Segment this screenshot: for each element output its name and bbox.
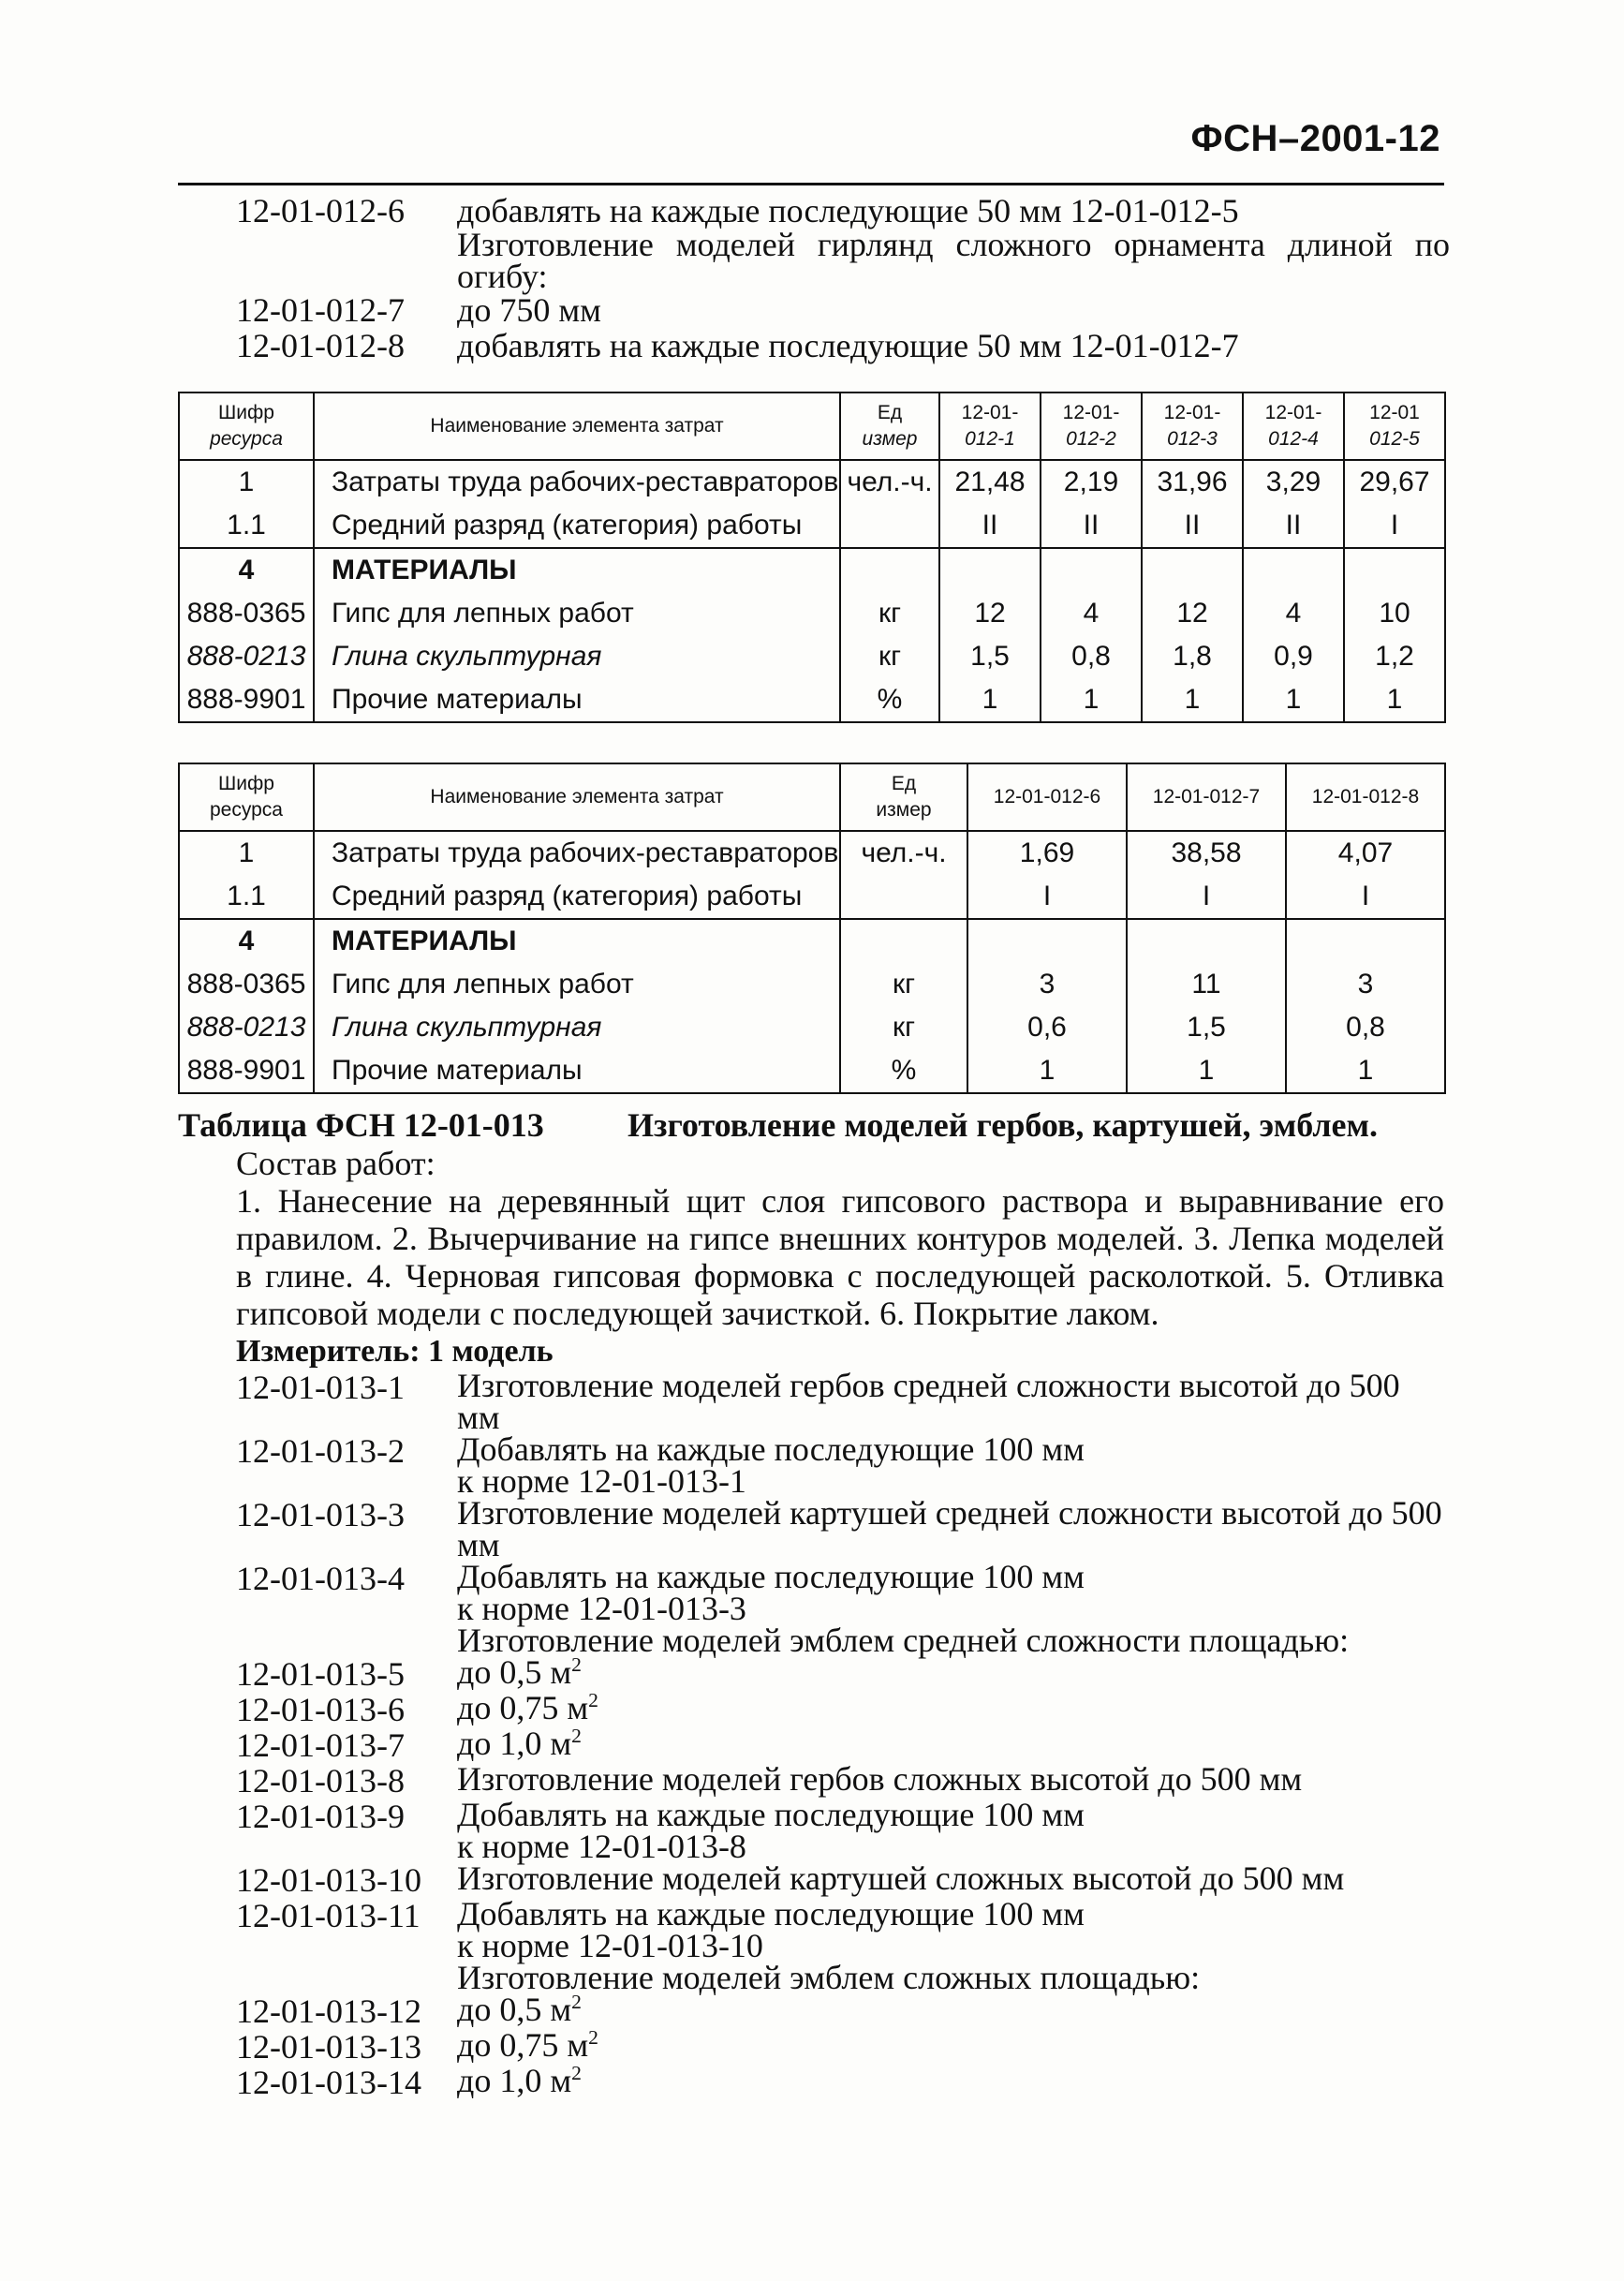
- superscript: 2: [588, 2026, 598, 2049]
- list-item: [236, 1727, 1450, 1763]
- cell-value: 0,6: [967, 1006, 1127, 1049]
- cell-value: 1: [1041, 678, 1142, 722]
- norm-ref: к норме 12-01-013-10: [457, 1927, 763, 1964]
- cell-value: 3: [967, 963, 1127, 1006]
- cell-name: Глина скульптурная: [314, 635, 840, 678]
- norm-text: Изготовление моделей эмблем средней сложности площадью:: [457, 1622, 1350, 1659]
- header-col: 12-01- 012-2: [1041, 393, 1142, 460]
- superscript: 2: [588, 1689, 598, 1711]
- cell-value: 4,07: [1286, 831, 1445, 875]
- cell-value: 1,5: [939, 635, 1041, 678]
- cell-value: 2,19: [1041, 460, 1142, 504]
- cell-unit: чел.-ч.: [840, 831, 967, 875]
- cell-value: 1,69: [967, 831, 1127, 875]
- norm-text: Добавлять на каждые последующие 100 мм: [457, 1430, 1085, 1468]
- header-unit: Ед измер: [840, 763, 967, 831]
- cell-value: 1,5: [1127, 1006, 1286, 1049]
- section-title: [178, 1105, 1452, 1145]
- list-item: [236, 2062, 1450, 2101]
- cell-code: 888-9901: [179, 678, 314, 722]
- cell-value: 1: [967, 1049, 1127, 1093]
- superscript: 2: [571, 1653, 582, 1676]
- norm-text: до 1,0 м: [457, 1725, 572, 1762]
- cell-value: [1243, 548, 1344, 592]
- cell-value: 3: [1286, 963, 1445, 1006]
- header-col: 12-01- 012-1: [939, 393, 1041, 460]
- list-item: [236, 328, 1450, 363]
- cell-value: II: [1041, 504, 1142, 548]
- norm-code: 12-01-012-8: [236, 327, 405, 364]
- norm-text: до 0,75 м: [457, 2026, 589, 2064]
- superscript: 2: [571, 1725, 582, 1747]
- table-name: Изготовление моделей гербов, картушей, эмблем.: [627, 1106, 1379, 1144]
- norm-code: 12-01-013-6: [236, 1691, 405, 1728]
- norm-text: Изготовление моделей гербов средней сложности высотой до 500 мм: [457, 1367, 1400, 1436]
- resource-table-1: [178, 392, 1446, 723]
- cell-value: [1127, 919, 1286, 963]
- cell-value: I: [967, 875, 1127, 919]
- norm-code: [236, 1962, 457, 1993]
- norm-text: Добавлять на каждые последующие 100 мм: [457, 1558, 1085, 1595]
- list-item: [236, 193, 1450, 229]
- cell-code: 888-9901: [179, 1049, 314, 1093]
- cell-code: 888-0365: [179, 963, 314, 1006]
- table-header-row: [179, 763, 1445, 831]
- cell-unit: [840, 504, 939, 548]
- cell-name: Прочие материалы: [314, 1049, 840, 1093]
- list-item: [236, 292, 1450, 328]
- table-header-row: [179, 393, 1445, 460]
- superscript: 2: [571, 2062, 582, 2084]
- table-row: [179, 548, 1445, 592]
- norm-text: до 750 мм: [457, 291, 601, 329]
- header-col: 12-01 012-5: [1344, 393, 1445, 460]
- cell-unit: кг: [840, 635, 939, 678]
- norm-text: добавлять на каждые последующие 50 мм 12-01-012-7: [457, 327, 1239, 364]
- cell-unit: [840, 548, 939, 592]
- header-shifr: Шифр ресурса: [179, 763, 314, 831]
- norm-ref: к норме 12-01-013-3: [457, 1590, 746, 1627]
- norm-code: [236, 1624, 457, 1656]
- norm-code: 12-01-012-6: [236, 192, 405, 230]
- cell-unit: чел.-ч.: [840, 460, 939, 504]
- cell-unit: кг: [840, 1006, 967, 1049]
- norm-text: Добавлять на каждые последующие 100 мм: [457, 1895, 1085, 1933]
- norm-ref: к норме 12-01-013-8: [457, 1828, 746, 1865]
- header-col: 12-01- 012-3: [1142, 393, 1243, 460]
- table-row: [179, 678, 1445, 722]
- norm-code: 12-01-013-12: [236, 1992, 421, 2030]
- resource-table-2: [178, 763, 1446, 1094]
- norm-text: до 0,5 м: [457, 1991, 572, 2028]
- header-rule: [178, 183, 1444, 185]
- norm-text: Изготовление моделей картушей сложных высотой до 500 мм: [457, 1859, 1345, 1897]
- cell-code: 4: [179, 548, 314, 592]
- cell-value: 0,8: [1041, 635, 1142, 678]
- cell-value: 1: [1243, 678, 1344, 722]
- cell-value: 1: [1344, 678, 1445, 722]
- cell-name: Затраты труда рабочих-реставраторов: [314, 831, 840, 875]
- cell-value: [1344, 548, 1445, 592]
- cell-value: [1142, 548, 1243, 592]
- cell-unit: %: [840, 1049, 967, 1093]
- norm-code: 12-01-012-7: [236, 291, 405, 329]
- cell-value: 11: [1127, 963, 1286, 1006]
- bottom-code-list: [236, 1367, 1450, 2101]
- list-item: [236, 1760, 1450, 1800]
- list-item: [236, 1430, 1450, 1500]
- table-row: [179, 1049, 1445, 1093]
- cell-name: Глина скульптурная: [314, 1006, 840, 1049]
- norm-ref: к норме 12-01-013-1: [457, 1462, 746, 1500]
- norm-text: Изготовление моделей гирлянд сложного орнамента длиной по огибу:: [457, 226, 1450, 295]
- cell-value: [1041, 548, 1142, 592]
- list-item: [236, 1796, 1450, 1865]
- norm-code: [236, 229, 457, 292]
- norm-code: 12-01-013-7: [236, 1726, 405, 1764]
- norm-text: добавлять на каждые последующие 50 мм 12-01-012-5: [457, 192, 1239, 230]
- page-header-code: ФСН–2001-12: [1190, 118, 1440, 159]
- norm-text: до 0,75 м: [457, 1689, 589, 1726]
- table-row: [179, 592, 1445, 635]
- header-name: Наименование элемента затрат: [314, 393, 840, 460]
- norm-code: 12-01-013-10: [236, 1861, 421, 1899]
- top-code-list: [236, 193, 1450, 363]
- cell-name: Гипс для лепных работ: [314, 592, 840, 635]
- cell-value: 31,96: [1142, 460, 1243, 504]
- list-item: [236, 1558, 1450, 1627]
- cell-code: 888-0365: [179, 592, 314, 635]
- norm-text: Изготовление моделей гербов сложных высотой до 500 мм: [457, 1760, 1303, 1798]
- cell-unit: кг: [840, 963, 967, 1006]
- cell-unit: %: [840, 678, 939, 722]
- norm-code: 12-01-013-3: [236, 1496, 405, 1533]
- composition-label: Состав работ:: [236, 1145, 436, 1182]
- cell-value: 12: [1142, 592, 1243, 635]
- table-row: [179, 1006, 1445, 1049]
- table-row: [179, 919, 1445, 963]
- list-item: [236, 1622, 1450, 1659]
- table-row: [179, 875, 1445, 919]
- norm-text: до 1,0 м: [457, 2062, 572, 2099]
- cell-unit: кг: [840, 592, 939, 635]
- cell-value: 0,9: [1243, 635, 1344, 678]
- cell-value: [967, 919, 1127, 963]
- cell-name: Средний разряд (категория) работы: [314, 504, 840, 548]
- table-row: [179, 460, 1445, 504]
- cell-value: I: [1286, 875, 1445, 919]
- work-composition: [178, 1145, 1444, 1332]
- header-col: 12-01-012-6: [967, 763, 1127, 831]
- header-unit: Ед измер: [840, 393, 939, 460]
- cell-value: 1: [1142, 678, 1243, 722]
- header-col: 12-01-012-8: [1286, 763, 1445, 831]
- cell-code: 888-0213: [179, 635, 314, 678]
- list-item: [236, 1367, 1450, 1436]
- list-item: [236, 1689, 1450, 1728]
- cell-value: 1: [1286, 1049, 1445, 1093]
- norm-text: Изготовление моделей картушей средней сложности высотой до 500 мм: [457, 1494, 1442, 1563]
- cell-value: 3,29: [1243, 460, 1344, 504]
- norm-code: 12-01-013-1: [236, 1369, 405, 1406]
- norm-text: Изготовление моделей эмблем сложных площадью:: [457, 1959, 1201, 1996]
- header-col: 12-01- 012-4: [1243, 393, 1344, 460]
- norm-code: 12-01-013-13: [236, 2028, 421, 2066]
- list-item: [236, 1959, 1450, 1996]
- table-row: [179, 635, 1445, 678]
- list-item: [236, 1895, 1450, 1964]
- cell-value: II: [939, 504, 1041, 548]
- table-row: [179, 831, 1445, 875]
- cell-value: 29,67: [1344, 460, 1445, 504]
- cell-value: 1,2: [1344, 635, 1445, 678]
- header-col: 12-01-012-7: [1127, 763, 1286, 831]
- list-item: [236, 2026, 1450, 2066]
- list-item: [236, 226, 1450, 295]
- norm-code: 12-01-013-8: [236, 1762, 405, 1800]
- norm-code: 12-01-013-4: [236, 1560, 405, 1597]
- cell-value: II: [1243, 504, 1344, 548]
- list-item: [236, 1494, 1450, 1563]
- cell-value: 21,48: [939, 460, 1041, 504]
- list-item: [236, 1993, 1450, 2029]
- cell-value: 1: [1127, 1049, 1286, 1093]
- header-shifr: Шифр ресурса: [179, 393, 314, 460]
- cell-code: 4: [179, 919, 314, 963]
- cell-value: 1,8: [1142, 635, 1243, 678]
- cell-value: 38,58: [1127, 831, 1286, 875]
- cell-value: 4: [1243, 592, 1344, 635]
- cell-value: 12: [939, 592, 1041, 635]
- cell-value: 10: [1344, 592, 1445, 635]
- cell-code: 888-0213: [179, 1006, 314, 1049]
- superscript: 2: [571, 1991, 582, 2013]
- norm-code: 12-01-013-2: [236, 1432, 405, 1470]
- cell-value: 4: [1041, 592, 1142, 635]
- list-item: [236, 1859, 1450, 1899]
- cell-value: I: [1127, 875, 1286, 919]
- cell-code: 1: [179, 460, 314, 504]
- cell-unit: [840, 875, 967, 919]
- norm-code: 12-01-013-11: [236, 1897, 421, 1934]
- header-name: Наименование элемента затрат: [314, 763, 840, 831]
- cell-name: Затраты труда рабочих-реставраторов: [314, 460, 840, 504]
- cell-name: Прочие материалы: [314, 678, 840, 722]
- cell-name: МАТЕРИАЛЫ: [314, 548, 840, 592]
- cell-name: Средний разряд (категория) работы: [314, 875, 840, 919]
- cell-value: 0,8: [1286, 1006, 1445, 1049]
- cell-code: 1.1: [179, 875, 314, 919]
- table-row: [179, 963, 1445, 1006]
- cell-value: I: [1344, 504, 1445, 548]
- cell-code: 1: [179, 831, 314, 875]
- norm-code: 12-01-013-5: [236, 1655, 405, 1693]
- cell-value: II: [1142, 504, 1243, 548]
- cell-value: 1: [939, 678, 1041, 722]
- composition-text: 1. Нанесение на деревянный щит слоя гипсового раствора и выравнивание его правилом. 2. Вычерчивание на гипсе внешних контуров моделей. 3. Лепка моделей в глине. 4. Черновая гипсовая формовка с последующей расколоткой. 5. Отливка гипсовой модели с последующей зачисткой. 6. Покрытие лаком.: [236, 1182, 1444, 1332]
- norm-code: 12-01-013-9: [236, 1798, 405, 1835]
- cell-unit: [840, 919, 967, 963]
- norm-text: до 0,5 м: [457, 1653, 572, 1691]
- cell-name: Гипс для лепных работ: [314, 963, 840, 1006]
- table-id: Таблица ФСН 12-01-013: [178, 1106, 544, 1144]
- cell-value: [1286, 919, 1445, 963]
- table-row: [179, 504, 1445, 548]
- list-item: [236, 1653, 1450, 1693]
- cell-code: 1.1: [179, 504, 314, 548]
- norm-code: 12-01-013-14: [236, 2064, 421, 2101]
- norm-text: Добавлять на каждые последующие 100 мм: [457, 1796, 1085, 1833]
- cell-name: МАТЕРИАЛЫ: [314, 919, 840, 963]
- cell-value: [939, 548, 1041, 592]
- measure-unit: Измеритель: 1 модель: [236, 1334, 554, 1369]
